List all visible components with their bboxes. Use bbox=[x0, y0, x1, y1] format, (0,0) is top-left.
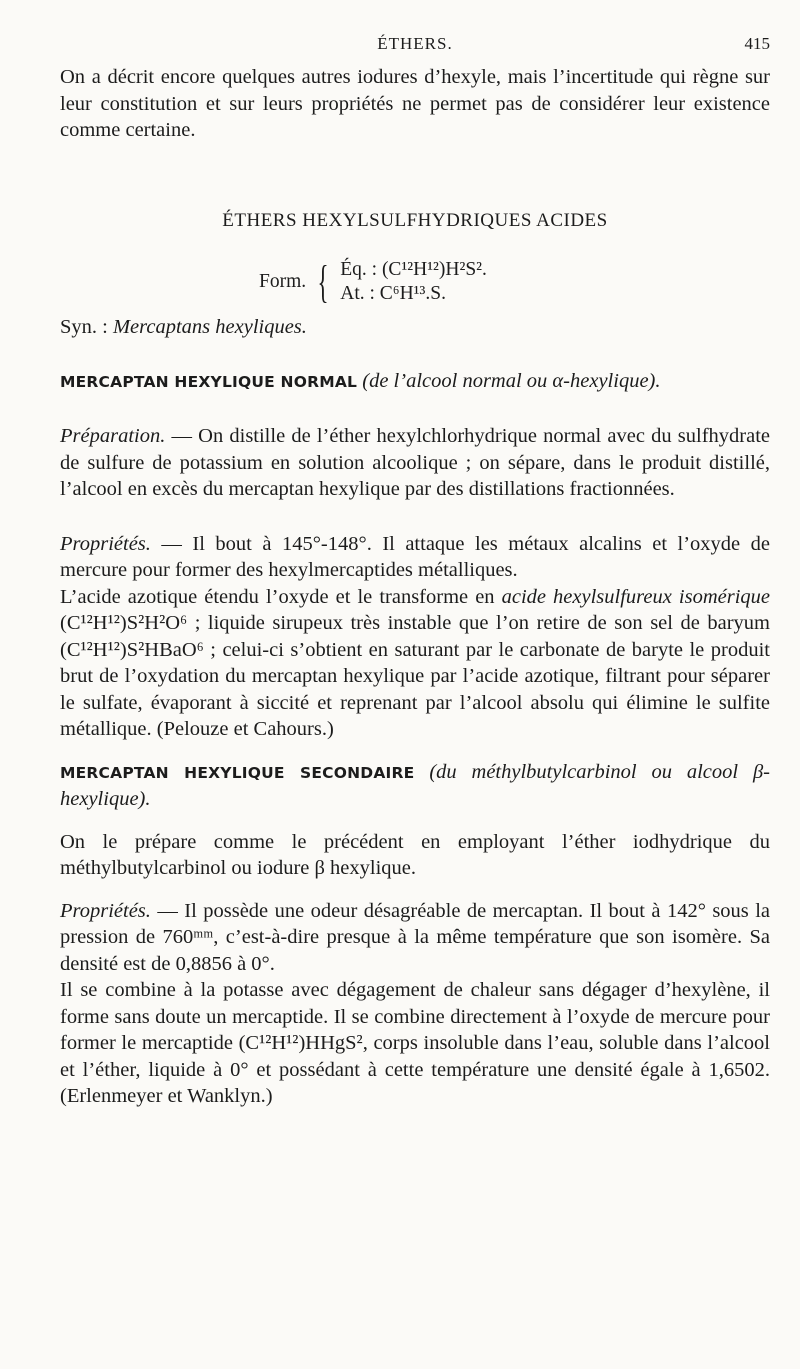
synonym-line bbox=[60, 314, 770, 340]
normal-heading-note: (de l’alcool normal ou α-hexylique). bbox=[362, 369, 661, 392]
secondary-properties bbox=[60, 898, 770, 978]
synonym-label: Syn. : bbox=[60, 315, 113, 338]
secondary-preparation: On le prépare comme le précédent en employant l’éther iodhydrique du méthylbutylcarbinol ou iodure β hexylique. bbox=[60, 830, 770, 879]
normal-heading bbox=[60, 368, 770, 396]
secondary-heading-title: MERCAPTAN HEXYLIQUE SECONDAIRE bbox=[60, 763, 415, 782]
intro-paragraph: On a décrit encore quelques autres iodures d’hexyle, mais l’incertitude qui règne sur leur constitution et sur leurs propriétés ne permet pas de considérer leur existence comme certaine. bbox=[60, 66, 770, 141]
normal-acid-paragraph bbox=[60, 584, 770, 743]
brace-icon: { bbox=[317, 255, 329, 307]
secondary-heading-note: (du méthylbutylcarbinol ou alcool β-hexylique). bbox=[60, 760, 770, 810]
preparation-label: Préparation. bbox=[60, 425, 166, 447]
synonym-value: Mercaptans hexyliques. bbox=[112, 315, 307, 338]
acid-post-text: (C¹²H¹²)S²H²O⁶ ; liquide sirupeux très instable que l’on retire de son sel de baryum (C¹²H¹²)S²HBaO⁶ ; celui-ci s’obtient en saturant par le carbonate de baryte le produit brut de l’oxydation du mercaptan hexylique par l’acide azotique, filtrant pour séparer le sulfate, évaporant à siccité et reprenant par l’alcool absolu qui élimine le sulfite métallique. (Pelouze et Cahours.) bbox=[60, 612, 770, 740]
secondary-combine-paragraph: Il se combine à la potasse avec dégagement de chaleur sans dégager d’hexylène, il forme sans doute un mercaptide. Il se combine directement à l’oxyde de mercure pour former le mercaptide (C¹²H¹²)HHgS², corps insoluble dans l’eau, soluble dans l’alcool et l’éther, liquide à 0° et possédant à cette température une densité égale à 1,6502. (Erlenmeyer et Wanklyn.) bbox=[60, 979, 770, 1107]
running-title: ÉTHERS. bbox=[377, 34, 453, 53]
secondary-properties-text: — Il possède une odeur désagréable de mercaptan. Il bout à 142° sous la pression de 760ᵐᵐ, c’est-à-dire presque à la même température que son isomère. Sa densité est de 0,8856 à 0°. bbox=[60, 899, 770, 975]
secondary-heading bbox=[60, 759, 770, 813]
secondary-properties-label: Propriétés. bbox=[60, 899, 151, 922]
formula-atomic: At. : C⁶H¹³.S. bbox=[340, 282, 446, 304]
properties-label: Propriétés. bbox=[60, 532, 151, 555]
page-number: 415 bbox=[744, 34, 770, 53]
formula-label: Form. bbox=[259, 270, 307, 292]
preparation-text: — On distille de l’éther hexylchlorhydrique normal avec du sulfhydrate de sulfure de potassium en solution alcoolique ; on sépare, dans le produit distillé, l’alcool en excès du mercaptan hexylique par des distillations fractionnées. bbox=[60, 425, 770, 500]
formula-equivalent: Éq. : (C¹²H¹²)H²S². bbox=[340, 258, 487, 280]
acid-pre-text: L’acide azotique étendu l’oxyde et le transforme en bbox=[60, 585, 502, 608]
normal-properties bbox=[60, 531, 770, 584]
formula-block bbox=[60, 255, 770, 307]
acid-name: acide hexylsulfureux isomérique bbox=[501, 585, 770, 608]
running-header bbox=[60, 28, 770, 58]
normal-preparation bbox=[60, 423, 770, 503]
normal-heading-title: MERCAPTAN HEXYLIQUE NORMAL bbox=[60, 372, 358, 391]
properties-text: — Il bout à 145°-148°. Il attaque les métaux alcalins et l’oxyde de mercure pour former des hexylmercaptides métalliques. bbox=[60, 532, 770, 581]
section-heading: ÉTHERS HEXYLSULFHYDRIQUES ACIDES bbox=[222, 209, 608, 231]
